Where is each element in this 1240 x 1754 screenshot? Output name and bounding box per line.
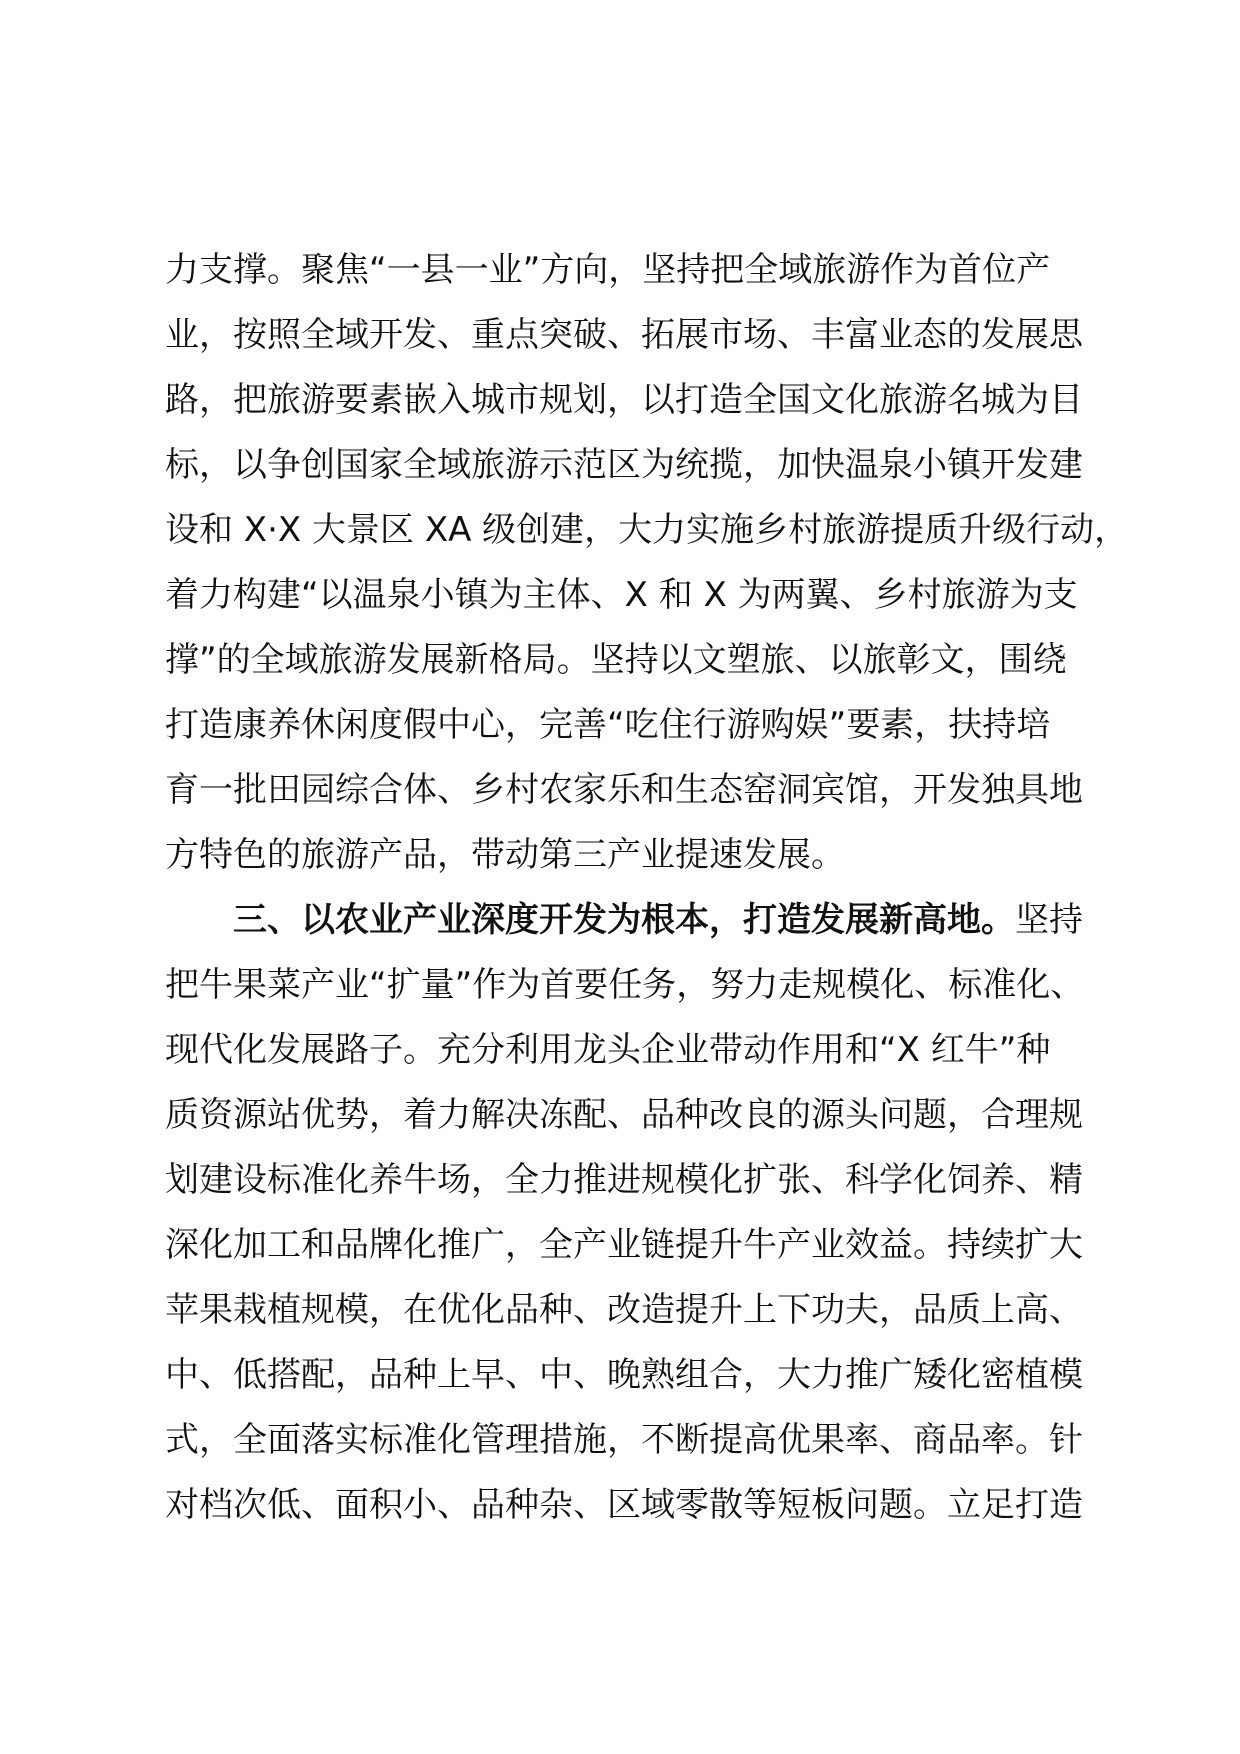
text-line: 质资源站优势，着力解决冻配、品种改良的源头问题，合理规 (165, 1095, 1083, 1135)
body-text (165, 238, 1129, 1538)
text-line: 现代化发展路子。充分利用龙头企业带动作用和“X 红牛”种 (165, 1030, 1051, 1070)
text-line: 育一批田园综合体、乡村农家乐和生态窑洞宾馆，开发独具地 (165, 770, 1083, 810)
text-line: 深化加工和品牌化推广，全产业链提升牛产业效益。持续扩大 (165, 1225, 1083, 1265)
text-line: 式，全面落实标准化管理措施，不断提高优果率、商品率。针 (165, 1420, 1083, 1460)
text-line: 方特色的旅游产品，带动第三产业提速发展。 (165, 835, 845, 875)
text-line: 力支撑。聚焦“一县一业”方向，坚持把全域旅游作为首位产 (165, 250, 1051, 290)
text-line: 撑”的全域旅游发展新格局。坚持以文塑旅、以旅彰文，围绕 (165, 640, 1067, 680)
text-line: 打造康养休闲度假中心，完善“吃住行游购娱”要素，扶持培 (165, 705, 1051, 745)
text-line: 把牛果菜产业“扩量”作为首要任务，努力走规模化、标准化、 (165, 965, 1085, 1005)
heading-continuation: 坚持 (1015, 900, 1083, 940)
text-line: 着力构建“以温泉小镇为主体、X 和 X 为两翼、乡村旅游为支 (165, 575, 1078, 615)
section-heading: 三、以农业产业深度开发为根本，打造发展新高地。 (233, 900, 1015, 940)
section-heading-line (165, 888, 1125, 953)
text-line: 对档次低、面积小、品种杂、区域零散等短板问题。立足打造 (165, 1485, 1083, 1525)
text-line: 划建设标准化养牛场，全力推进规模化扩张、科学化饲养、精 (165, 1160, 1083, 1200)
text-line: 标，以争创国家全域旅游示范区为统揽，加快温泉小镇开发建 (165, 445, 1083, 485)
text-line: 中、低搭配，品种上早、中、晚熟组合，大力推广矮化密植模 (165, 1355, 1083, 1395)
text-line: 苹果栽植规模，在优化品种、改造提升上下功夫，品质上高、 (165, 1290, 1083, 1330)
text-line: 业，按照全域开发、重点突破、拓展市场、丰富业态的发展思 (165, 315, 1083, 355)
text-line: 设和 X·X 大景区 XA 级创建，大力实施乡村旅游提质升级行动， (165, 510, 1129, 550)
text-line: 路，把旅游要素嵌入城市规划，以打造全国文化旅游名城为目 (165, 380, 1083, 420)
